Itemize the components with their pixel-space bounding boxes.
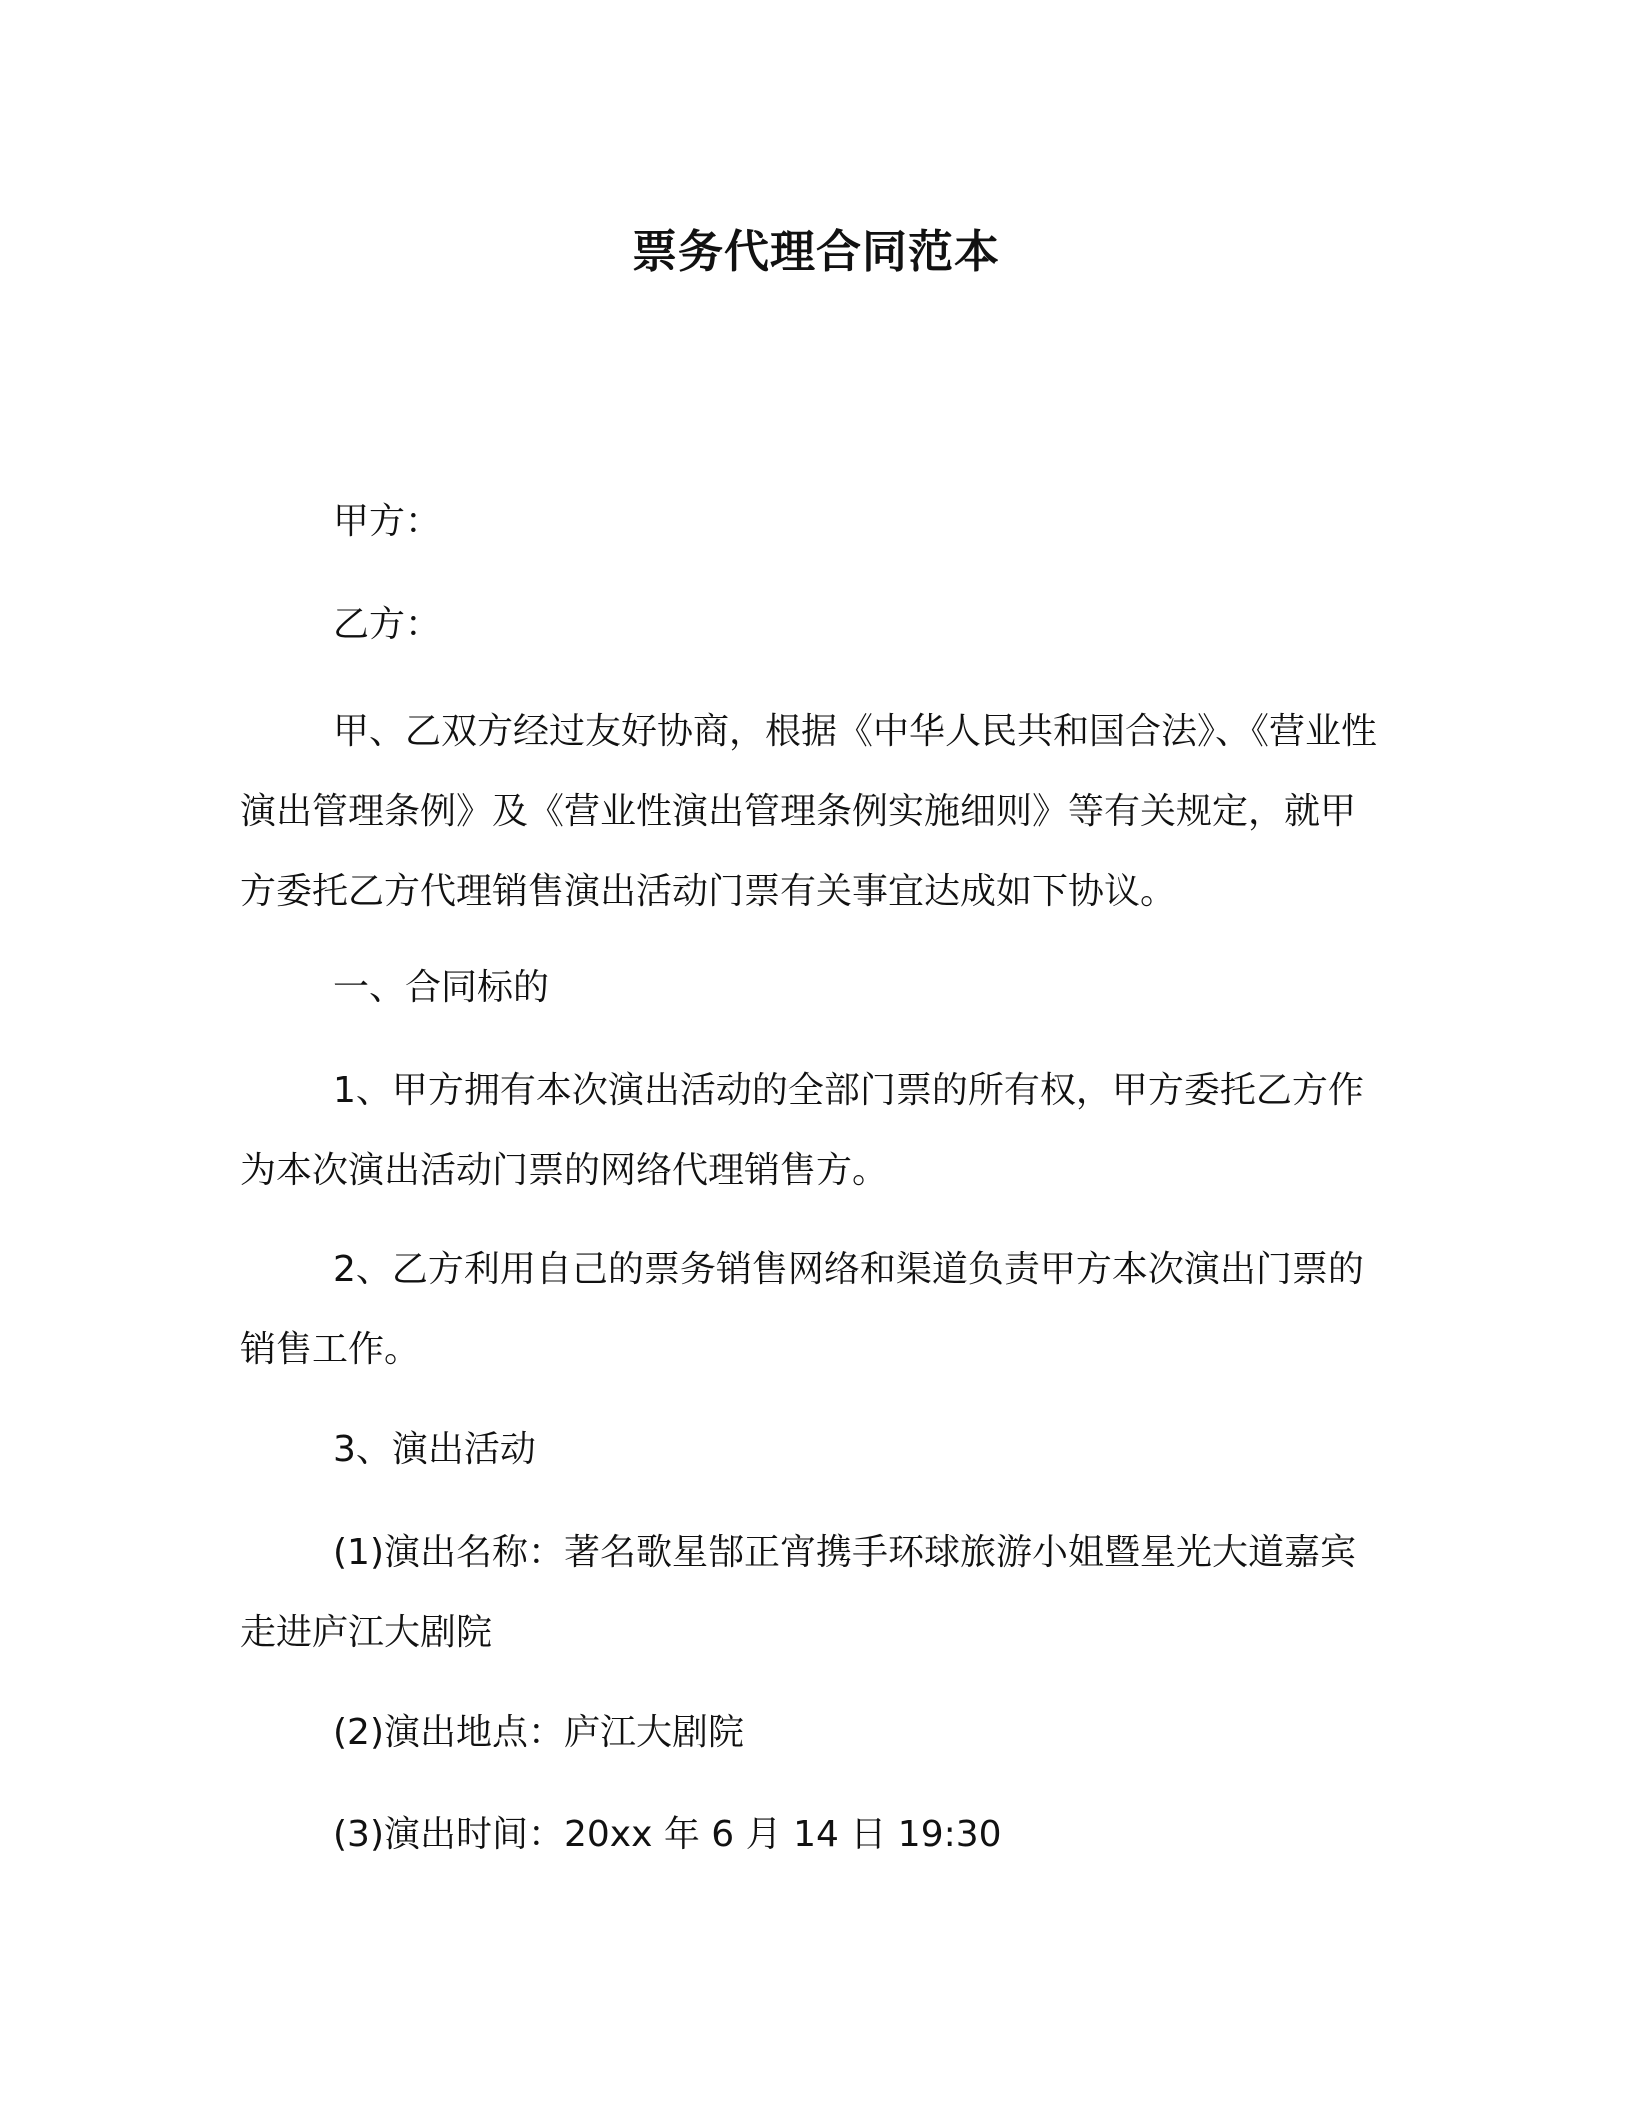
clause-item-3: 3、演出活动 [333,1429,536,1470]
intro-paragraph: 甲、乙双方经过友好协商，根据《中华人民共和国合法》、《营业性演出管理条例》及《营业性演出管理条例实施细则》等有关规定，就甲方委托乙方代理销售演出活动门票有关事宜达成如下协议。 [240,711,1378,912]
clause-item-1: 1、甲方拥有本次演出活动的全部门票的所有权，甲方委托乙方作为本次演出活动门票的网络代理销售方。 [240,1070,1364,1191]
clause-item-2: 2、乙方利用自己的票务销售网络和渠道负责甲方本次演出门票的销售工作。 [240,1249,1364,1370]
performance-time: (3)演出时间：20xx 年 6 月 14 日 19:30 [333,1814,1002,1855]
document-title: 票务代理合同范本 [631,225,1000,278]
party-b-line: 乙方： [333,604,442,645]
performance-name: (1)演出名称：著名歌星郜正宵携手环球旅游小姐暨星光大道嘉宾走进庐江大剧院 [240,1532,1356,1653]
performance-venue: (2)演出地点：庐江大剧院 [333,1712,744,1753]
section-heading-contract-subject: 一、合同标的 [333,967,550,1008]
party-a-line: 甲方： [333,501,442,542]
